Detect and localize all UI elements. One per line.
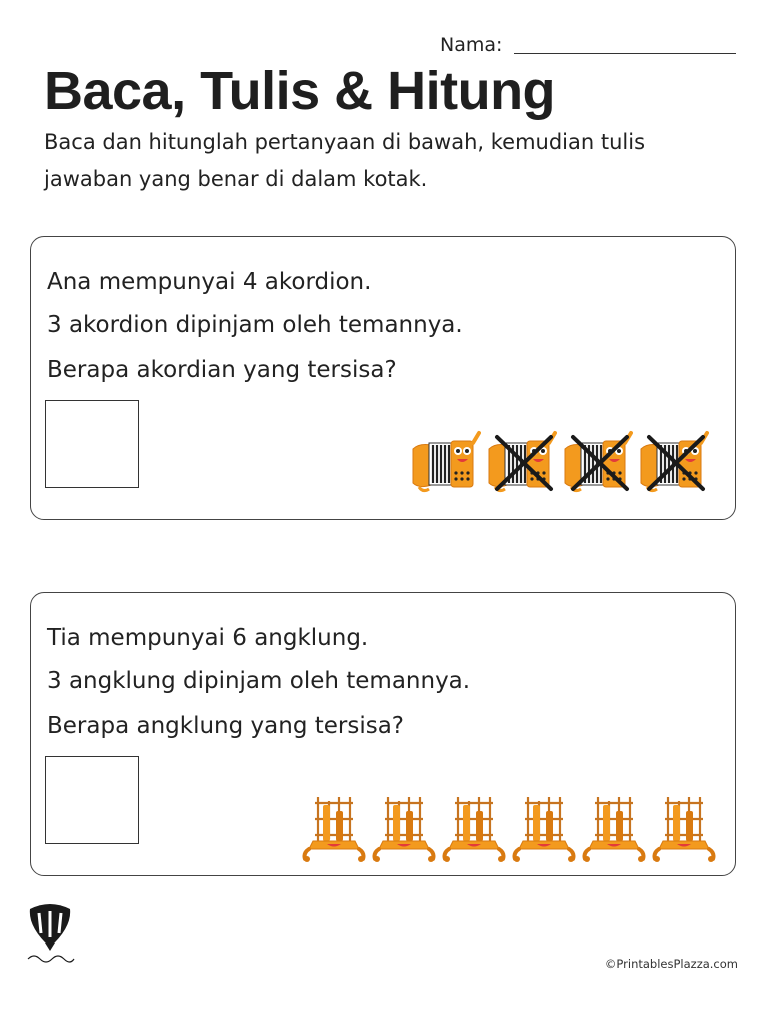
answer-box-2[interactable] <box>45 756 139 844</box>
angklung-icon <box>301 791 367 867</box>
question-1-line-2: 3 akordion dipinjam oleh temannya. <box>47 312 463 338</box>
question-2-line-3: Berapa angklung yang tersisa? <box>47 713 405 739</box>
instructions: Baca dan hitunglah pertanyaan di bawah, kemudian tulis jawaban yang benar di dalam kotak. <box>44 130 646 191</box>
name-line[interactable] <box>514 53 736 54</box>
angklung-icon <box>651 791 717 867</box>
copyright: ©PrintablesPlazza.com <box>604 957 738 971</box>
name-label: Nama: <box>440 34 503 56</box>
question-2-line-1: Tia mempunyai 6 angklung. <box>47 625 369 651</box>
angklung-icon <box>511 791 577 867</box>
question-1-line-3: Berapa akordian yang tersisa? <box>47 357 397 383</box>
question-1-line-1: Ana mempunyai 4 akordion. <box>47 269 372 295</box>
question-2-line-2: 3 angklung dipinjam oleh temannya. <box>47 668 471 694</box>
angklung-icon <box>441 791 507 867</box>
angklung-icon <box>371 791 437 867</box>
angklung-icon <box>581 791 647 867</box>
accordion-icon <box>409 429 481 497</box>
answer-box-1[interactable] <box>45 400 139 488</box>
crossed-accordion-icon <box>485 429 557 497</box>
printables-pencil-logo-icon <box>22 903 78 969</box>
page-title: Baca, Tulis & Hitung <box>44 61 556 121</box>
question-card-2 <box>30 592 736 876</box>
crossed-accordion-icon <box>561 429 633 497</box>
name-row <box>440 34 740 58</box>
crossed-accordion-icon <box>637 429 709 497</box>
angklung-pictures <box>301 791 721 869</box>
question-card-1 <box>30 236 736 520</box>
accordion-pictures <box>409 429 709 501</box>
